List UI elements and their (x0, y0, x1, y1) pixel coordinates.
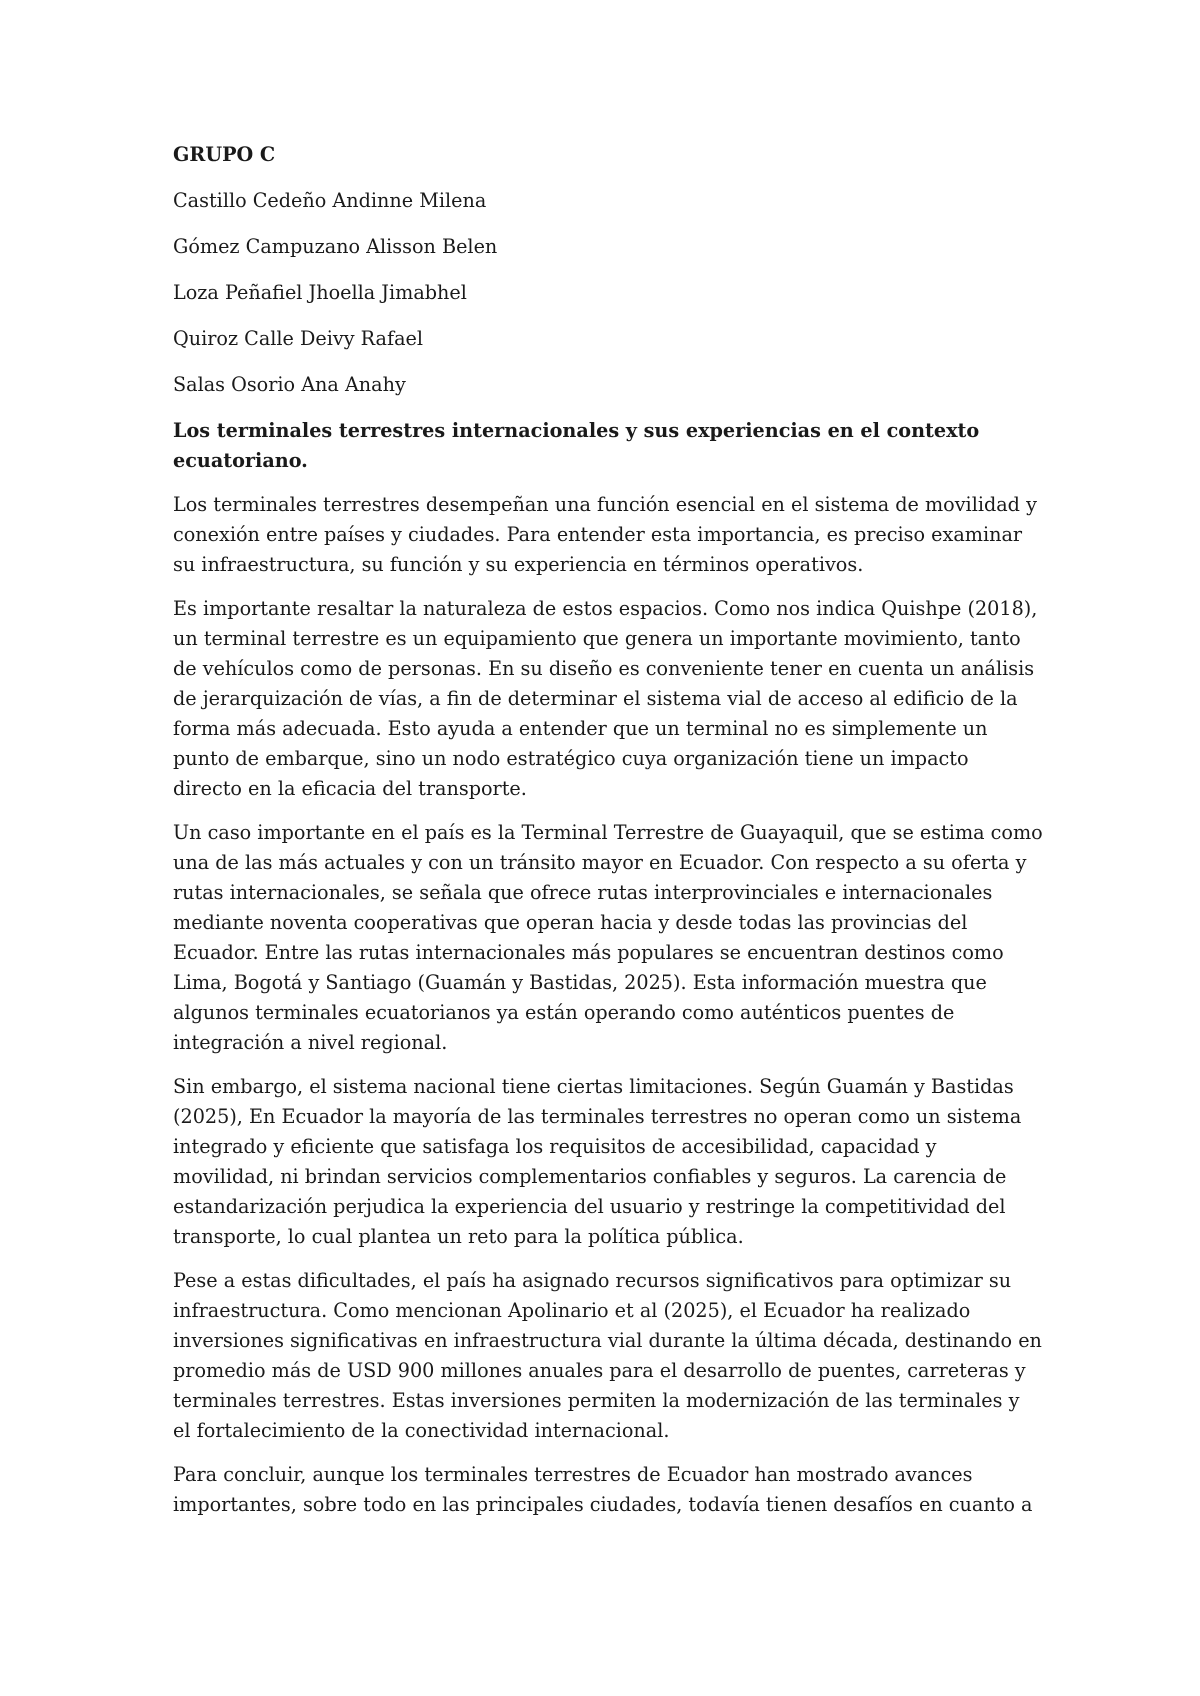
document-page (173, 140, 1043, 1534)
author-name: Castillo Cedeño Andinne Milena (173, 189, 487, 212)
body-paragraph: Pese a estas dificultades, el país ha asignado recursos significativos para optimizar su infraestructura. Como mencionan Apolinario et al (2025), el Ecuador ha realizado inversiones significativas en infraestructura vial durante la última década, destinando en promedio más de USD 900 millones anuales para el desarrollo de puentes, carreteras y terminales terrestres. Estas inversiones permiten la modernización de las terminales y el fortalecimiento de la conectividad internacional. (173, 1269, 1042, 1442)
body-paragraph: Un caso importante en el país es la Terminal Terrestre de Guayaquil, que se estima como una de las más actuales y con un tránsito mayor en Ecuador. Con respecto a su oferta y rutas internacionales, se señala que ofrece rutas interprovinciales e internacionales mediante noventa cooperativas que operan hacia y desde todas las provincias del Ecuador. Entre las rutas internacionales más populares se encuentran destinos como Lima, Bogotá y Santiago (Guamán y Bastidas, 2025). Esta información muestra que algunos terminales ecuatorianos ya están operando como auténticos puentes de integración a nivel regional. (173, 821, 1043, 1054)
document-title: Los terminales terrestres internacionales y sus experiencias en el contexto ecuatoriano. (173, 419, 980, 472)
author-name: Quiroz Calle Deivy Rafael (173, 327, 424, 350)
group-heading: GRUPO C (173, 143, 276, 166)
body-paragraph: Los terminales terrestres desempeñan una función esencial en el sistema de movilidad y conexión entre países y ciudades. Para entender esta importancia, es preciso examinar su infraestructura, su función y su experiencia en términos operativos. (173, 493, 1037, 576)
body-paragraph: Es importante resaltar la naturaleza de estos espacios. Como nos indica Quishpe (2018), un terminal terrestre es un equipamiento que genera un importante movimiento, tanto de vehículos como de personas. En su diseño es conveniente tener en cuenta un análisis de jerarquización de vías, a fin de determinar el sistema vial de acceso al edificio de la forma más adecuada. Esto ayuda a entender que un terminal no es simplemente un punto de embarque, sino un nodo estratégico cuya organización tiene un impacto directo en la eficacia del transporte. (173, 597, 1038, 800)
body-paragraph: Sin embargo, el sistema nacional tiene ciertas limitaciones. Según Guamán y Bastidas (2025), En Ecuador la mayoría de las terminales terrestres no operan como un sistema integrado y eficiente que satisfaga los requisitos de accesibilidad, capacidad y movilidad, ni brindan servicios complementarios confiables y seguros. La carencia de estandarización perjudica la experiencia del usuario y restringe la competitividad del transporte, lo cual plantea un reto para la política pública. (173, 1075, 1022, 1248)
author-name: Salas Osorio Ana Anahy (173, 373, 406, 396)
author-name: Loza Peñafiel Jhoella Jimabhel (173, 281, 467, 304)
body-paragraph: Para concluir, aunque los terminales terrestres de Ecuador han mostrado avances importantes, sobre todo en las principales ciudades, todavía tienen desafíos en cuanto a (173, 1463, 1033, 1516)
author-name: Gómez Campuzano Alisson Belen (173, 235, 498, 258)
